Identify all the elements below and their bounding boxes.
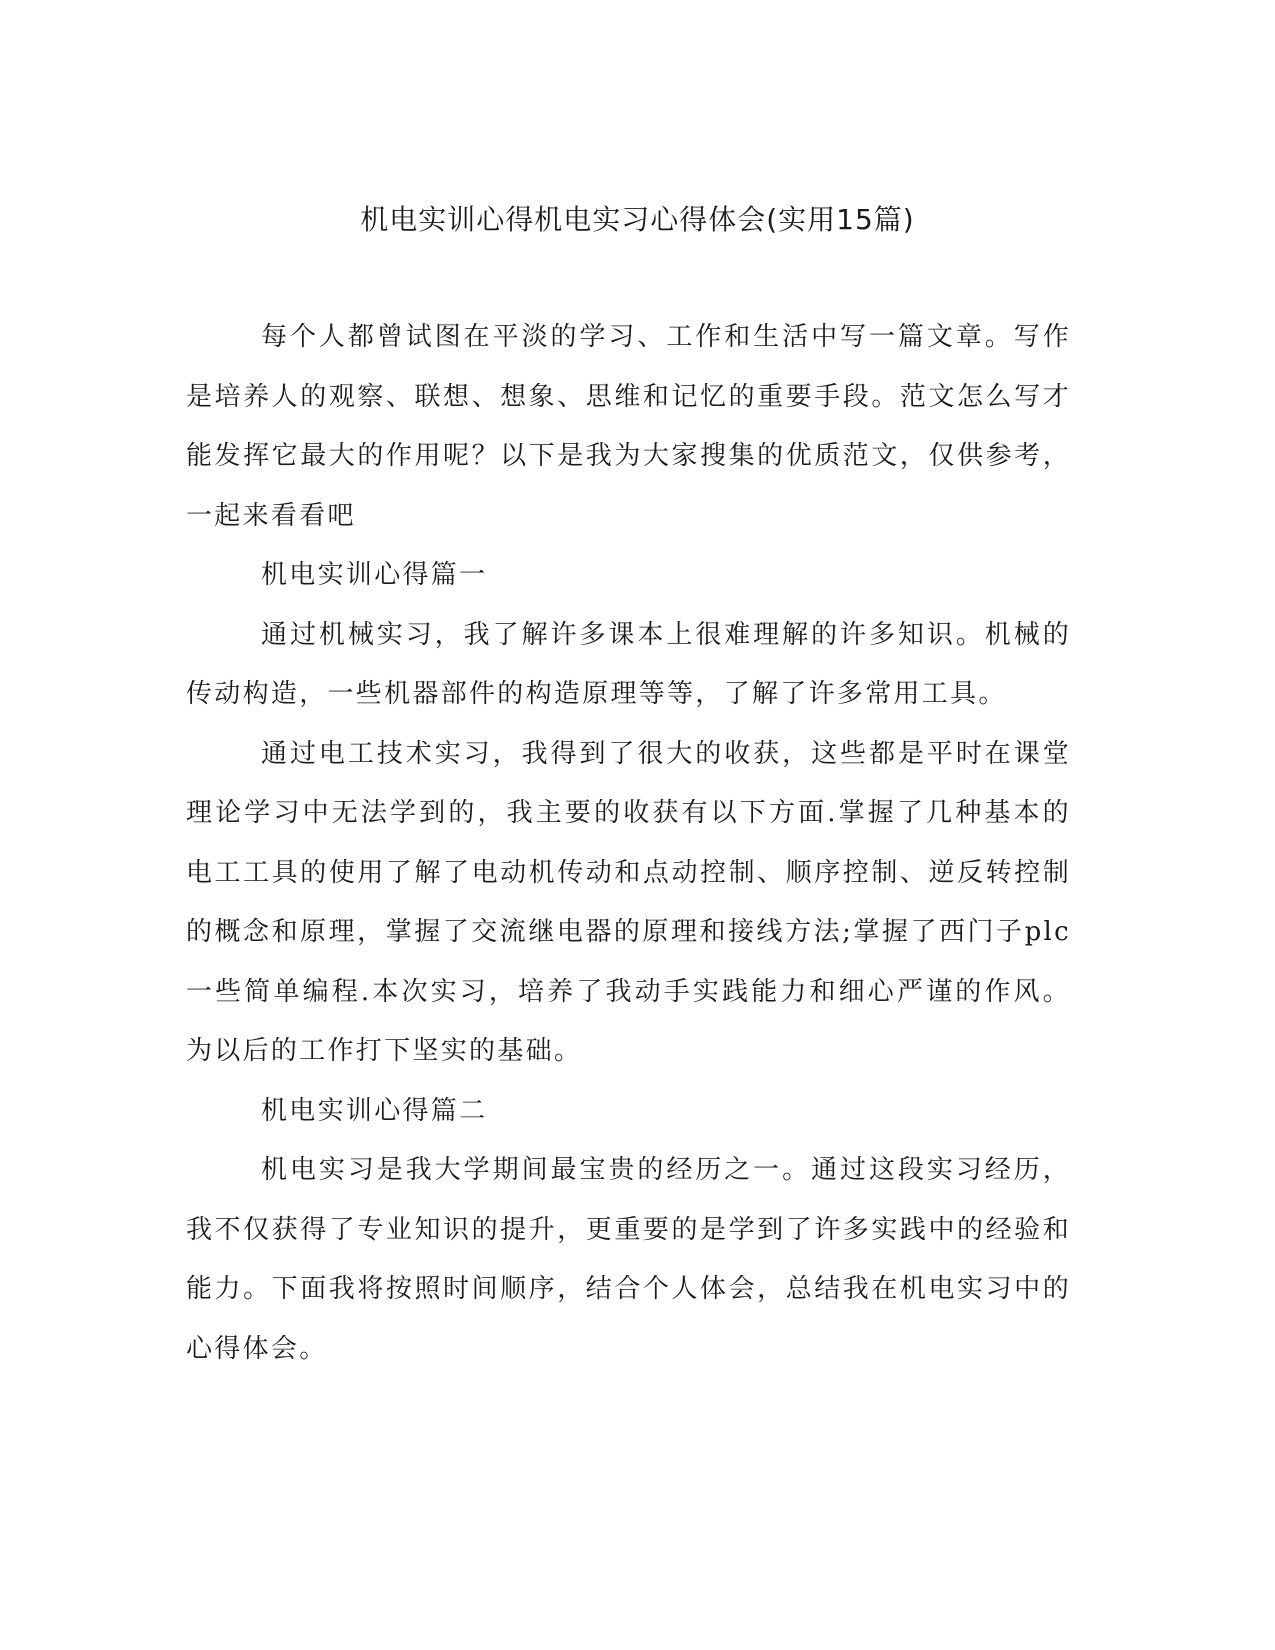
document-title: 机电实训心得机电实习心得体会(实用15篇)	[360, 203, 915, 236]
section-heading-1: 机电实训心得篇一	[261, 560, 488, 590]
section-heading-2: 机电实训心得篇二	[261, 1095, 488, 1126]
section-1-paragraph-2: 通过电工技术实习，我得到了很大的收获，这些都是平时在课堂理论学习中无法学到的，我主要的收获有以下方面.掌握了几种基本的电工工具的使用了解了电动机传动和点动控制、顺序控制、逆反转控制的概念和原理，掌握了交流继电器的原理和接线方法;掌握了西门子plc一些简单编程.本次实习，培养了我动手实践能力和细心严谨的作风。为以后的工作打下坚实的基础。	[186, 738, 1071, 1066]
section-2-paragraph-1: 机电实习是我大学期间最宝贵的经历之一。通过这段实习经历，我不仅获得了专业知识的提升，更重要的是学到了许多实践中的经验和能力。下面我将按照时间顺序，结合个人体会，总结我在机电实习中的心得体会。	[186, 1155, 1071, 1364]
section-1-paragraph-1: 通过机械实习，我了解许多课本上很难理解的许多知识。机械的传动构造，一些机器部件的构造原理等等，了解了许多常用工具。	[186, 619, 1071, 709]
document-body	[186, 308, 1071, 1379]
intro-paragraph: 每个人都曾试图在平淡的学习、工作和生活中写一篇文章。写作是培养人的观察、联想、想象、思维和记忆的重要手段。范文怎么写才能发挥它最大的作用呢？以下是我为大家搜集的优质范文，仅供参考，一起来看看吧	[186, 322, 1071, 531]
